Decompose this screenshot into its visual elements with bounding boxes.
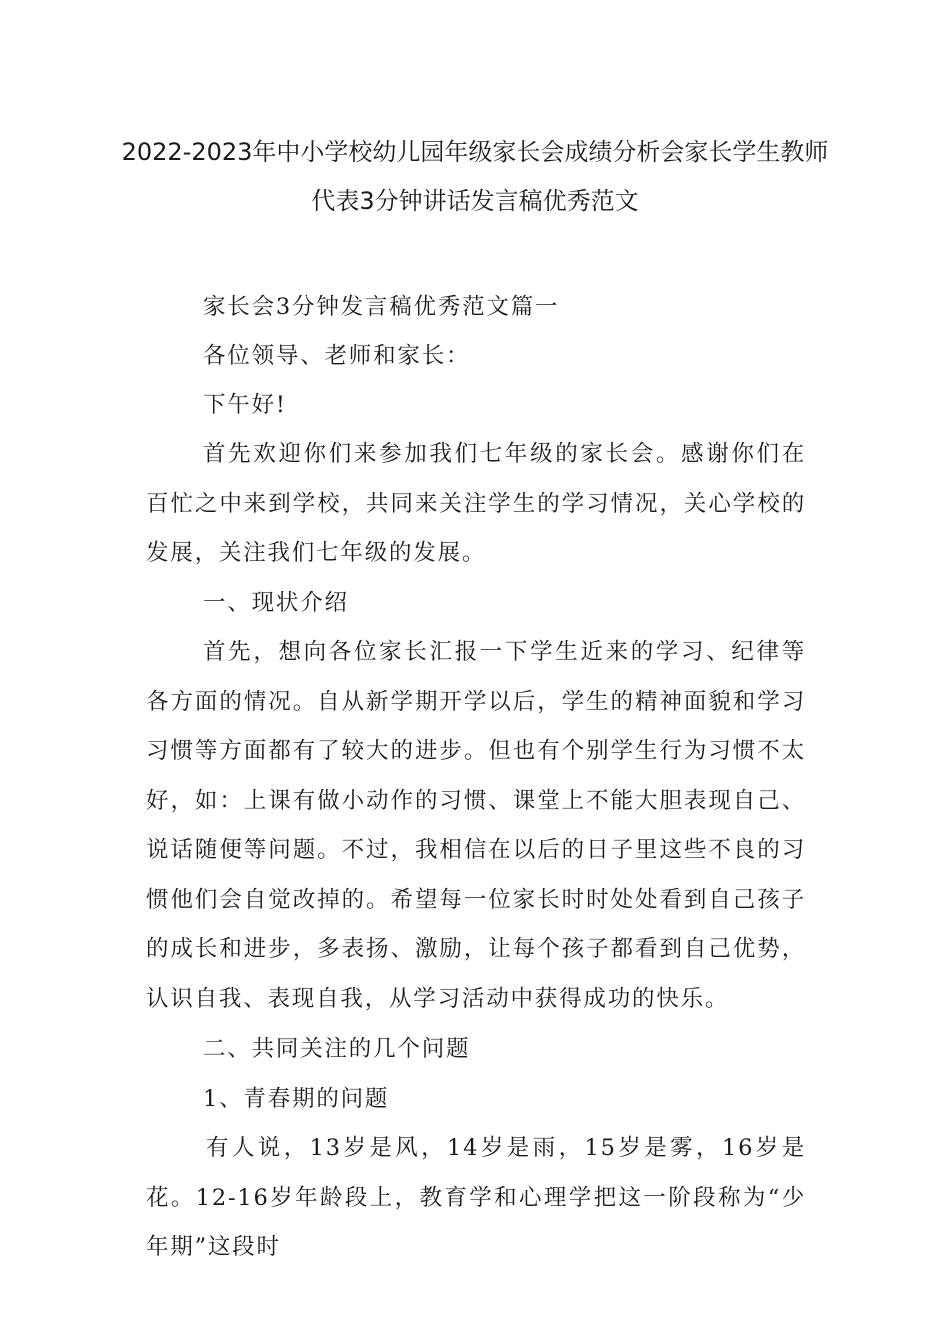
paragraph-status-report: 首先，想向各位家长汇报一下学生近来的学习、纪律等各方面的情况。自从新学期开学以后，学生的精神面貌和学习习惯等方面都有了较大的进步。但也有个别学生行为习惯不太好，如：上课有做小动作的习惯、课堂上不能大胆表现自己、说话随便等问题。不过，我相信在以后的日子里这些不良的习惯他们会自觉改掉的。希望每一位家长时时处处看到自己孩子的成长和进步，多表扬、激励，让每个孩子都看到自己优势，认识自我、表现自我，从学习活动中获得成功的快乐。 xyxy=(146,639,806,1012)
document-title-line-1: 2022-2023年中小学校幼儿园年级家长会成绩分析会家长学生教师 xyxy=(121,138,829,166)
paragraph-heading-issues: 二、共同关注的几个问题 xyxy=(203,1036,471,1062)
paragraph-welcome: 首先欢迎你们来参加我们七年级的家长会。感谢你们在百忙之中来到学校，共同来关注学生的学习情况，关心学校的发展，关注我们七年级的发展。 xyxy=(146,441,806,566)
paragraph-adolescence: 有人说，13岁是风，14岁是雨，15岁是雾，16岁是花。12-16岁年龄段上，教育学和心理学把这一阶段称为“少年期”这段时 xyxy=(146,1135,806,1260)
paragraph-salutation: 各位领导、老师和家长： xyxy=(203,343,471,369)
paragraph-heading-status: 一、现状介绍 xyxy=(203,590,349,616)
paragraph-greeting: 下午好! xyxy=(203,392,287,418)
paragraph-heading-adolescence: 1、青春期的问题 xyxy=(203,1086,390,1112)
paragraph-section-heading: 家长会3分钟发言稿优秀范文篇一 xyxy=(203,294,560,320)
document-title-line-2: 代表3分钟讲话发言稿优秀范文 xyxy=(311,187,639,215)
